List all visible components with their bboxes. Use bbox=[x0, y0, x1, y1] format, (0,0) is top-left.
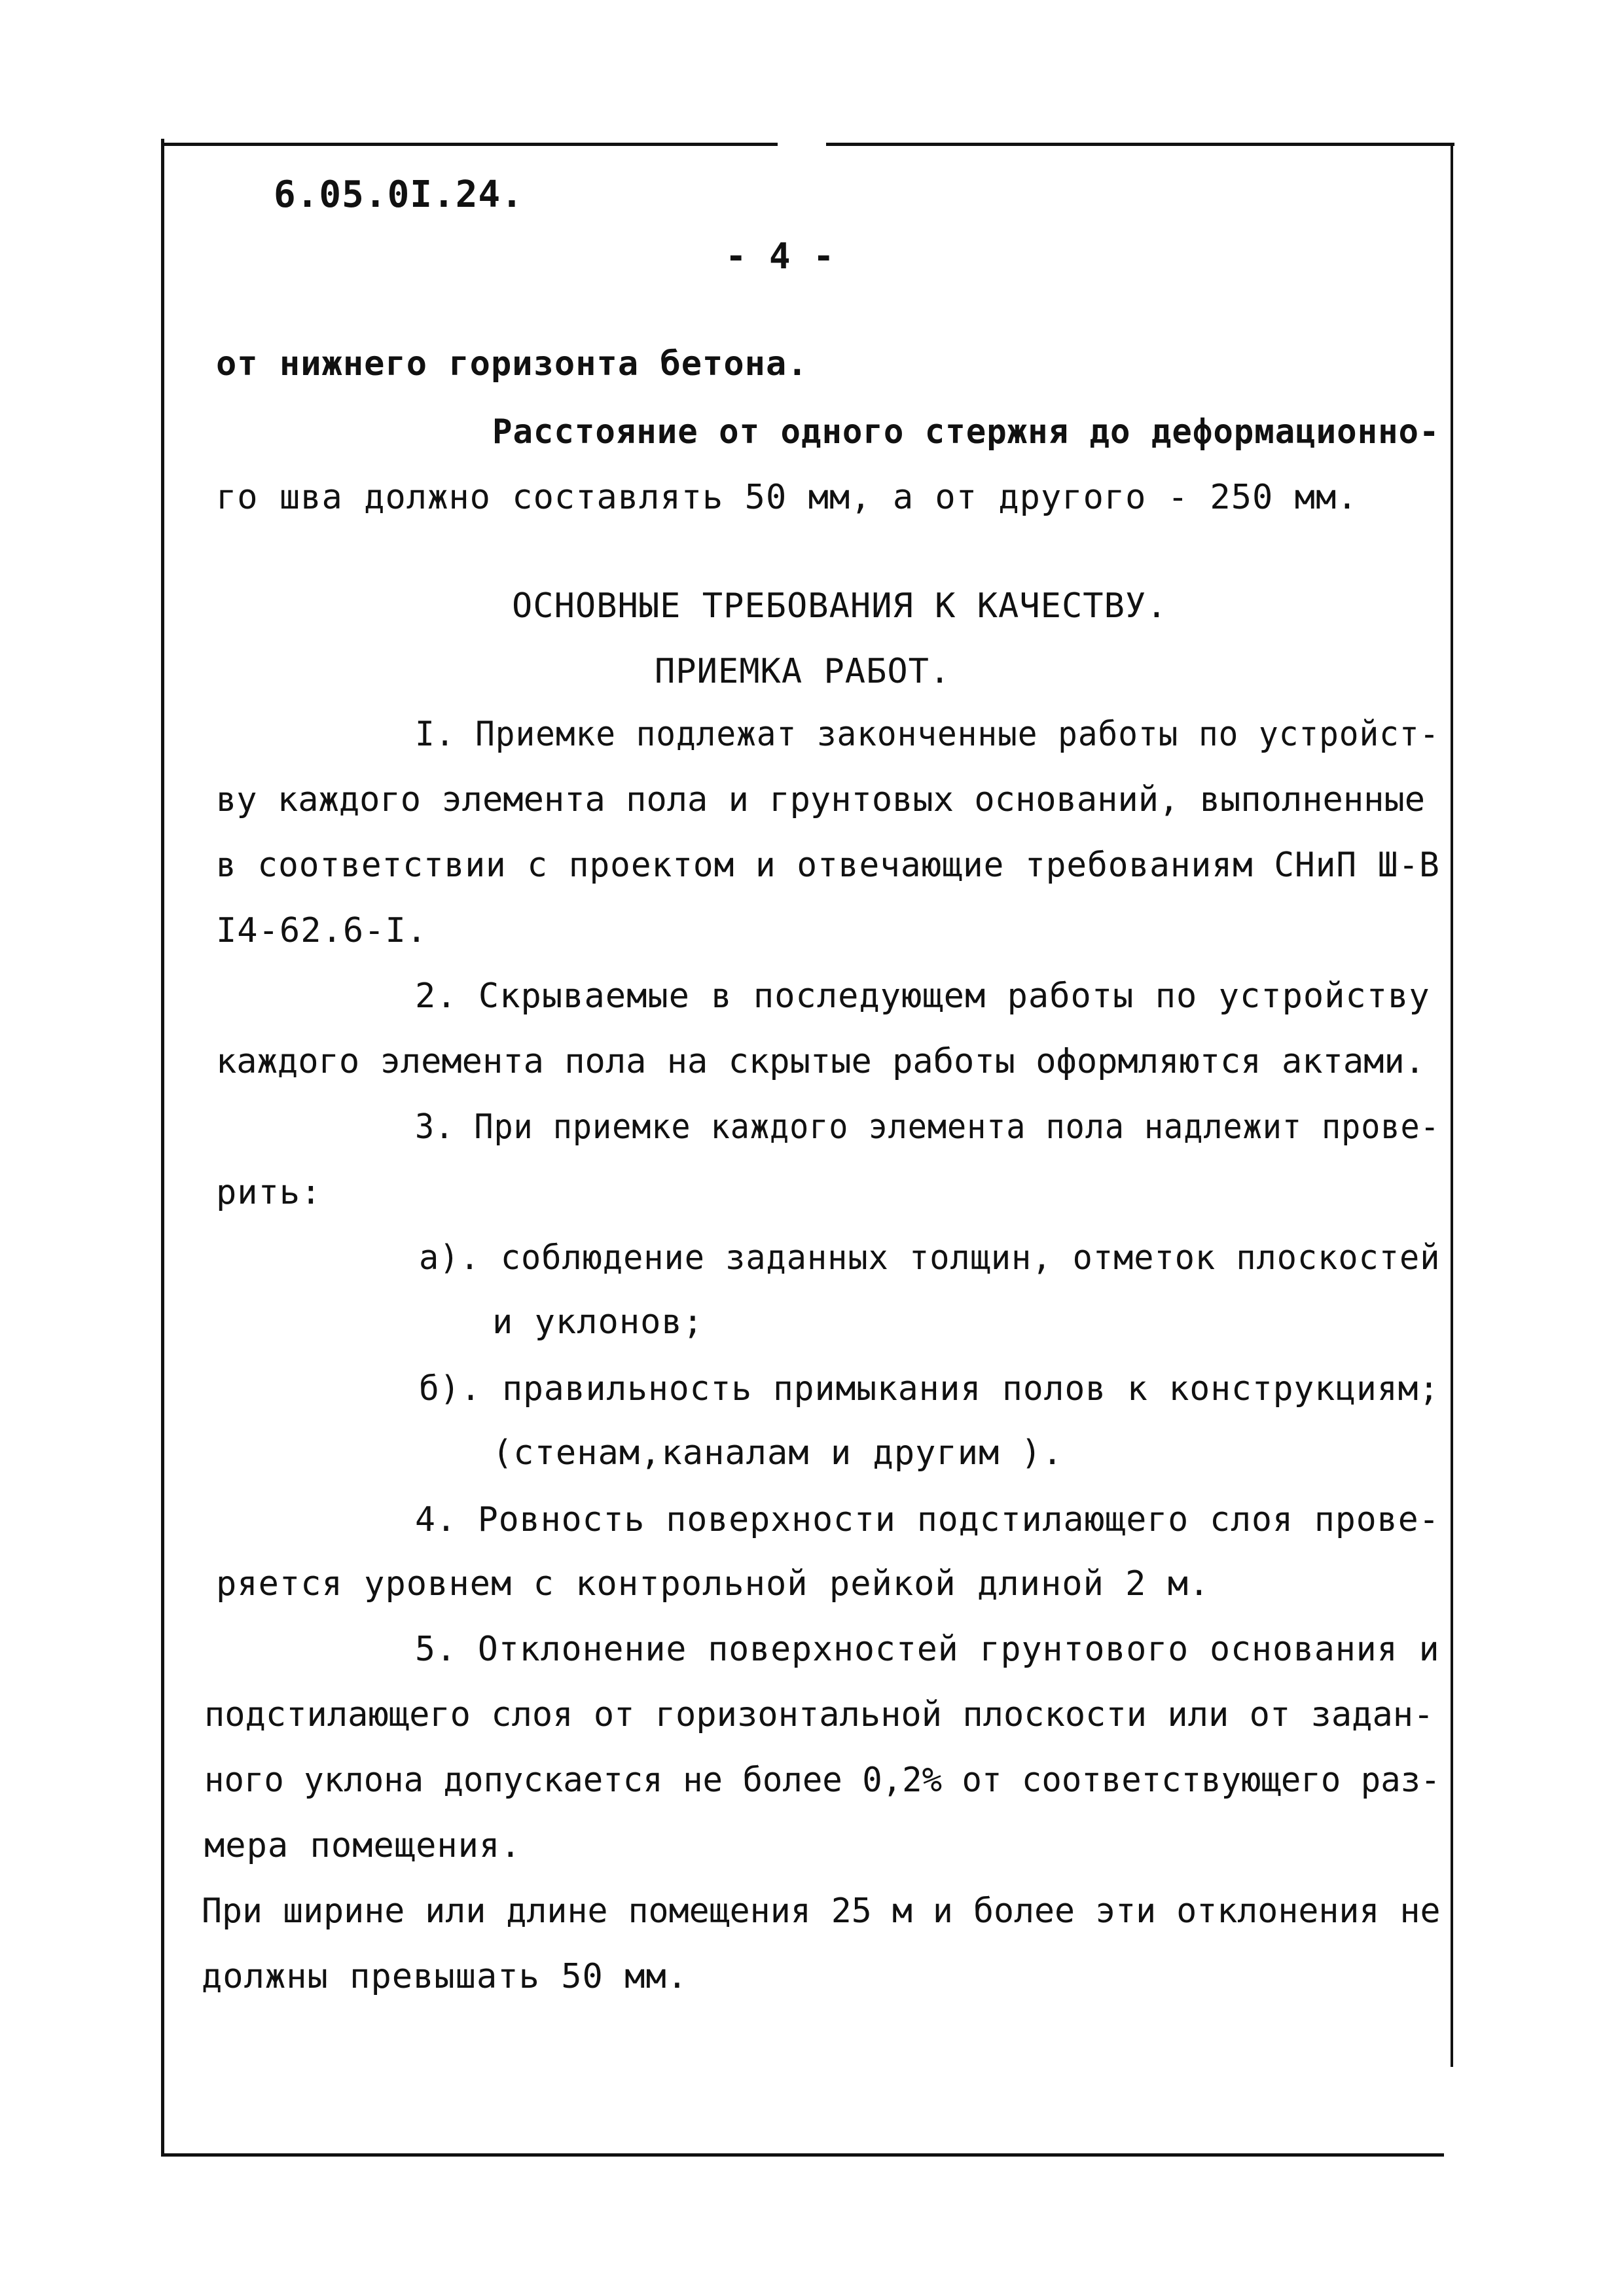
frame-border-left bbox=[161, 139, 164, 2155]
intro-line: от нижнего горизонта бетона. bbox=[216, 344, 808, 384]
item-1-line: в соответствии с проектом и отвечающие требованиям СНиП Ш-В bbox=[216, 846, 1440, 885]
frame-border-right bbox=[1451, 143, 1453, 2067]
item-2-line: 2. Скрываемые в последующем работы по устройству bbox=[415, 977, 1430, 1016]
note-line: При ширине или длине помещения 25 м и более эти отклонения не bbox=[202, 1892, 1441, 1931]
item-2-line: каждого элемента пола на скрытые работы оформляются актами. bbox=[216, 1042, 1426, 1081]
item-1-line: I4-62.6-I. bbox=[216, 911, 428, 950]
section-subheading: ПРИЕМКА РАБОТ. bbox=[655, 652, 951, 691]
document-code: 6.05.0I.24. bbox=[274, 173, 524, 216]
item-3-line: рить: bbox=[216, 1173, 322, 1212]
subitem-b-line: б). правильность примыкания полов к конструкциям; bbox=[419, 1369, 1440, 1408]
frame-border-top-left bbox=[162, 143, 778, 146]
item-4-line: 4. Ровность поверхности подстилающего слоя прове- bbox=[415, 1500, 1440, 1539]
item-3-line: 3. При приемке каждого элемента пола надлежит прове- bbox=[415, 1107, 1440, 1147]
item-4-line: ряется уровнем с контрольной рейкой длиной 2 м. bbox=[216, 1564, 1210, 1604]
frame-border-bottom bbox=[161, 2153, 1444, 2157]
intro-paragraph-line: Расстояние от одного стержня до деформационно- bbox=[492, 412, 1440, 452]
item-1-line: I. Приемке подлежат законченные работы по устройст- bbox=[415, 715, 1440, 754]
subitem-b-line: (стенам,каналам и другим ). bbox=[492, 1433, 1064, 1473]
intro-paragraph-line: го шва должно составлять 50 мм, а от другого - 250 мм. bbox=[216, 478, 1358, 517]
item-5-line: ного уклона допускается не более 0,2% от соответствующего раз- bbox=[204, 1761, 1441, 1800]
item-5-line: 5. Отклонение поверхностей грунтового основания и bbox=[415, 1630, 1440, 1669]
subitem-a-line: а). соблюдение заданных толщин, отметок плоскостей bbox=[419, 1238, 1441, 1278]
item-5-line: подстилающего слоя от горизонтальной плоскости или от задан- bbox=[204, 1695, 1434, 1734]
subitem-a-line: и уклонов; bbox=[492, 1302, 704, 1342]
page-number: - 4 - bbox=[725, 236, 835, 277]
section-heading: ОСНОВНЫЕ ТРЕБОВАНИЯ К КАЧЕСТВУ. bbox=[512, 586, 1168, 626]
item-1-line: ву каждого элемента пола и грунтовых оснований, выполненные bbox=[216, 780, 1426, 819]
item-5-line: мера помещения. bbox=[204, 1826, 522, 1865]
note-line: должны превышать 50 мм. bbox=[202, 1957, 689, 1996]
frame-border-top-right bbox=[826, 143, 1454, 146]
